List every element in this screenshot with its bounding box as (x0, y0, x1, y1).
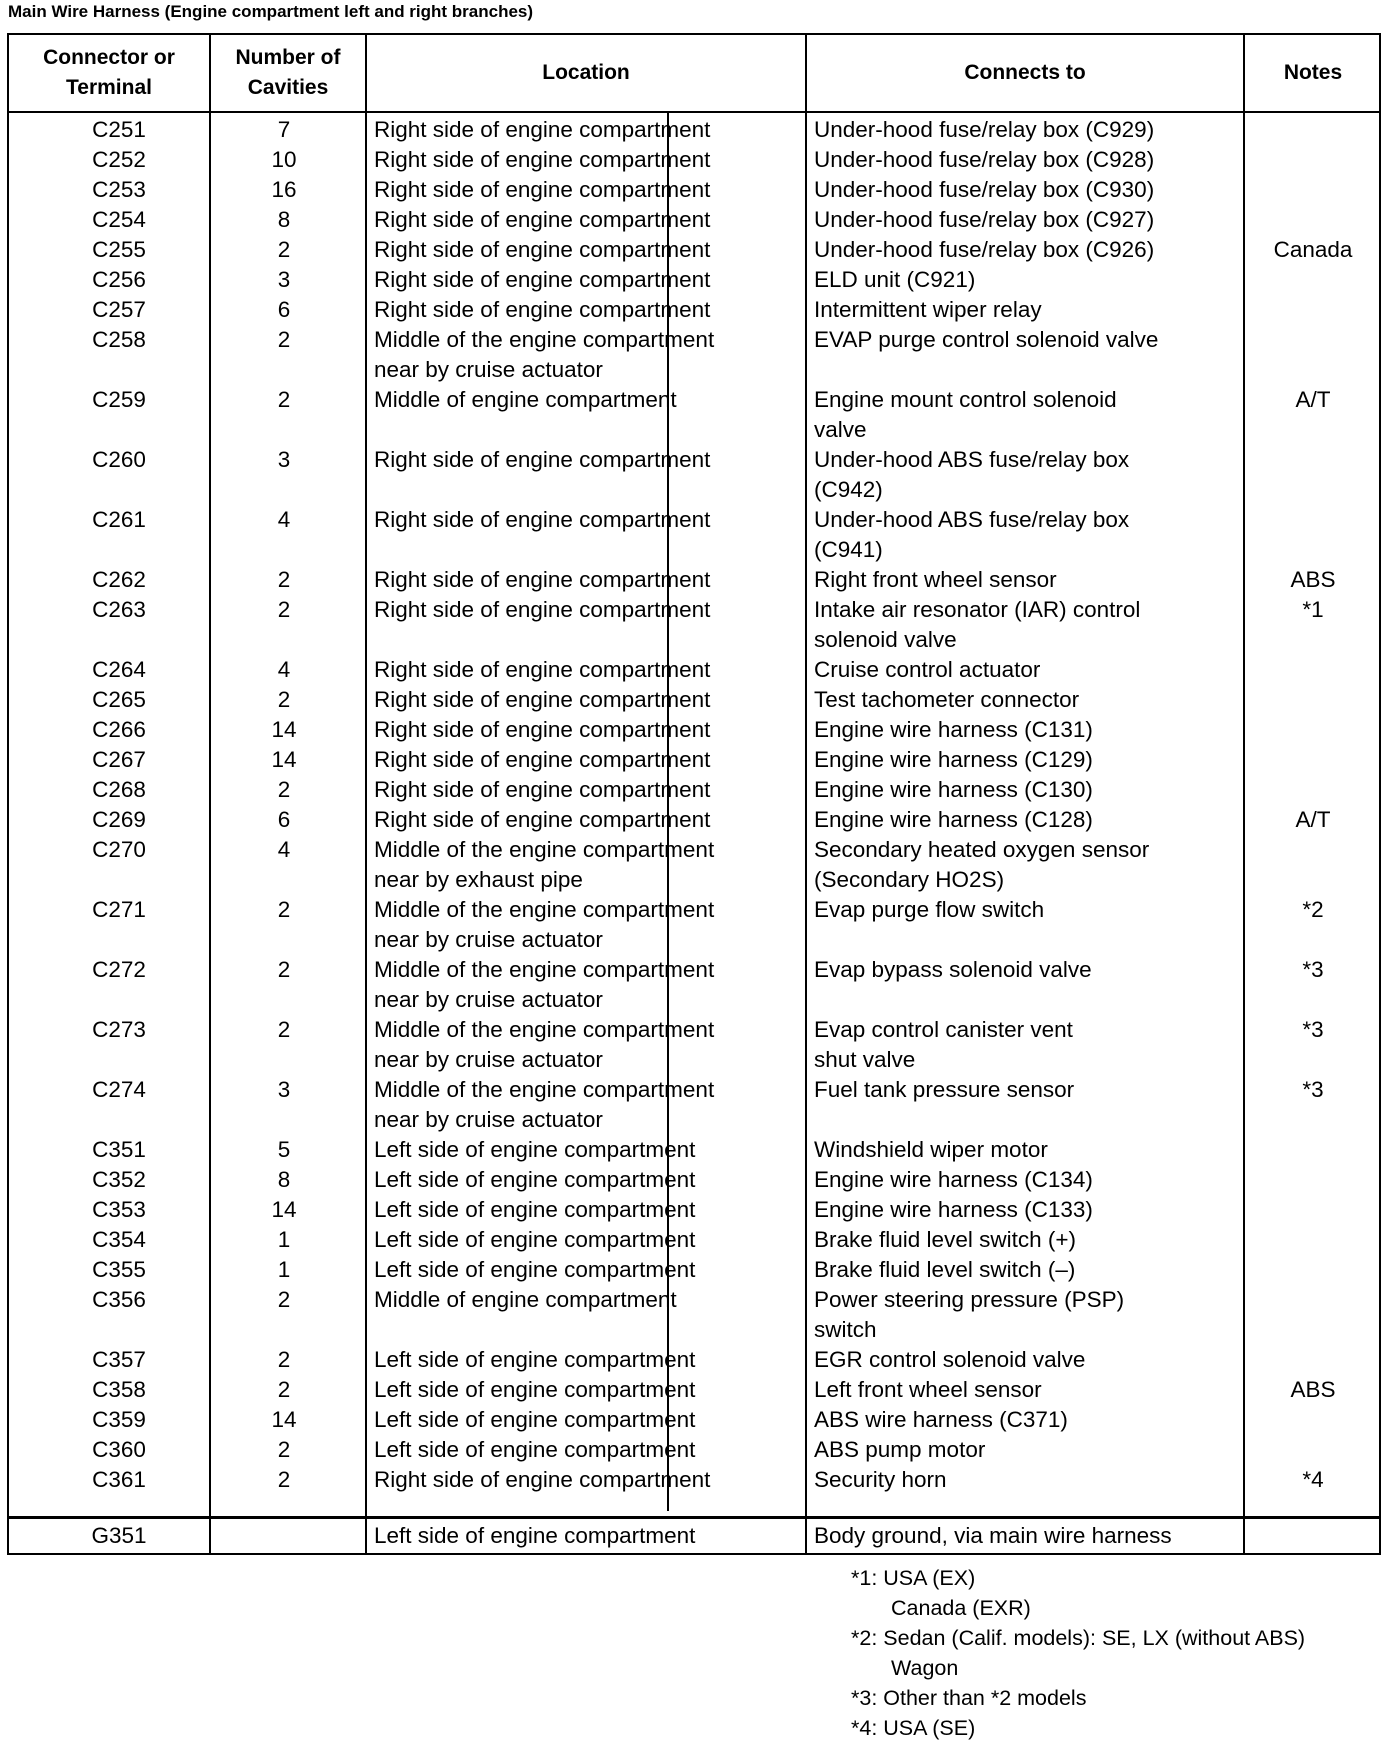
connects-to-line: (C942) (814, 477, 883, 502)
connector-cell: C361 (92, 1467, 146, 1492)
cavities-cell: 8 (277, 1167, 291, 1192)
location-line: Right side of engine compartment (374, 447, 711, 472)
location-cell (374, 775, 710, 805)
cavities-cell: 14 (271, 1407, 297, 1432)
location-line: Right side of engine compartment (374, 807, 711, 832)
connects-to-cell (814, 1195, 1093, 1225)
connects-to-line: Intermittent wiper relay (814, 297, 1042, 322)
connector-cell: C255 (92, 237, 146, 262)
location-cell (374, 1195, 695, 1225)
cavities-cell: 10 (271, 147, 297, 172)
connects-to-cell (814, 595, 1140, 655)
notes-cell: *4 (1302, 1467, 1324, 1492)
connector-cell: C355 (92, 1257, 146, 1282)
connects-to-line: Engine wire harness (C131) (814, 717, 1093, 742)
location-line: Right side of engine compartment (374, 777, 711, 802)
location-line: Right side of engine compartment (374, 507, 711, 532)
connects-to-cell (814, 745, 1093, 775)
table-row (9, 1225, 1379, 1255)
connector-cell: C265 (92, 687, 146, 712)
table-row (9, 595, 1379, 655)
connector-cell: C254 (92, 207, 146, 232)
connects-to-cell (814, 895, 1044, 925)
header-location: Location (542, 61, 630, 84)
location-cell (374, 1285, 677, 1315)
table-row (9, 1015, 1379, 1075)
location-line: near by cruise actuator (374, 927, 603, 952)
location-line: Left side of engine compartment (374, 1437, 696, 1462)
location-line: Middle of engine compartment (374, 1287, 677, 1312)
cavities-cell: 2 (277, 237, 291, 262)
location-line: Right side of engine compartment (374, 1467, 711, 1492)
connects-to-cell (814, 1135, 1048, 1165)
connects-to-cell (814, 1225, 1076, 1255)
connects-to-line: Under-hood fuse/relay box (C929) (814, 117, 1155, 142)
connects-to-line: Left front wheel sensor (814, 1377, 1042, 1402)
cavities-cell: 6 (277, 297, 291, 322)
connects-to-line: Test tachometer connector (814, 687, 1080, 712)
table-row (9, 805, 1379, 835)
cavities-cell: 14 (271, 1197, 297, 1222)
location-cell (374, 385, 677, 415)
connector-cell: C258 (92, 327, 146, 352)
location-cell (374, 325, 714, 385)
connects-to-cell (814, 445, 1129, 505)
connects-to-cell (814, 835, 1149, 895)
location-cell (374, 1255, 695, 1285)
connects-to-line: solenoid valve (814, 627, 957, 652)
connector-cell: C267 (92, 747, 146, 772)
connector-cell: C264 (92, 657, 146, 682)
table-row (9, 205, 1379, 235)
notes-cell: A/T (1295, 807, 1331, 832)
location-line: Left side of engine compartment (374, 1407, 696, 1432)
location-cell (374, 1165, 695, 1195)
connects-to-cell (814, 1075, 1074, 1105)
location-line: Middle of the engine compartment (374, 957, 715, 982)
connector-cell: C257 (92, 297, 146, 322)
location-cell (374, 1345, 695, 1375)
table-row (9, 1375, 1379, 1405)
location-line: Right side of engine compartment (374, 267, 711, 292)
cavities-cell: 4 (277, 657, 291, 682)
connects-to-cell (814, 1435, 985, 1465)
connector-cell: C274 (92, 1077, 146, 1102)
table-row (9, 1345, 1379, 1375)
location-cell (374, 895, 714, 955)
notes-cell: *3 (1302, 1077, 1324, 1102)
connects-to-line: Under-hood fuse/relay box (C930) (814, 177, 1155, 202)
location-cell (374, 835, 714, 895)
location-cell (374, 1075, 714, 1135)
location-cell (374, 265, 710, 295)
notes-cell: *2 (1302, 897, 1324, 922)
connects-to-line: switch (814, 1317, 877, 1342)
connects-to-line: Engine wire harness (C130) (814, 777, 1093, 802)
location-cell (374, 685, 710, 715)
location-cell (374, 745, 710, 775)
header-notes: Notes (1283, 61, 1343, 84)
connector-cell: C358 (92, 1377, 146, 1402)
connects-to-line: (Secondary HO2S) (814, 867, 1005, 892)
connects-to-line: Engine wire harness (C133) (814, 1197, 1093, 1222)
location-cell (374, 1375, 695, 1405)
table-row (9, 1075, 1379, 1135)
location-line: Right side of engine compartment (374, 717, 711, 742)
footnote-line: Wagon (891, 1656, 959, 1680)
connects-to-line: (C941) (814, 537, 883, 562)
table-row (9, 685, 1379, 715)
connector-cell: C262 (92, 567, 146, 592)
cavities-cell: 14 (271, 717, 297, 742)
connects-to-line: Engine mount control solenoid (814, 387, 1117, 412)
location-line: Left side of engine compartment (374, 1257, 696, 1282)
table-row (9, 1405, 1379, 1435)
location-line: Left side of engine compartment (374, 1347, 696, 1372)
connects-to-cell (814, 805, 1093, 835)
location-cell (374, 295, 710, 325)
location-line: near by cruise actuator (374, 1047, 603, 1072)
connects-to-cell (814, 1165, 1093, 1195)
connects-to-line: Intake air resonator (IAR) control (814, 597, 1141, 622)
connects-to-cell (814, 685, 1079, 715)
location-cell (374, 1405, 695, 1435)
location-line: near by cruise actuator (374, 987, 603, 1012)
cavities-cell: 2 (277, 1287, 291, 1312)
connects-to-cell (814, 565, 1057, 595)
table-row (9, 1195, 1379, 1225)
connector-table (7, 33, 1381, 1555)
table-row (9, 445, 1379, 505)
ground-connector-cell: G351 (91, 1523, 147, 1548)
connector-cell: C260 (92, 447, 146, 472)
table-row (9, 295, 1379, 325)
location-line: Right side of engine compartment (374, 297, 711, 322)
connects-to-cell (814, 1375, 1042, 1405)
notes-cell: ABS (1290, 1377, 1336, 1402)
location-cell (374, 595, 710, 625)
connector-cell: C273 (92, 1017, 146, 1042)
connector-cell: C263 (92, 597, 146, 622)
connects-to-cell (814, 265, 975, 295)
connects-to-cell (814, 1465, 947, 1495)
location-cell (374, 445, 710, 475)
cavities-cell: 4 (277, 507, 291, 532)
table-row (9, 1285, 1379, 1345)
connector-cell: C253 (92, 177, 146, 202)
connects-to-line: Evap purge flow switch (814, 897, 1045, 922)
cavities-cell: 2 (277, 957, 291, 982)
table-row (9, 115, 1379, 145)
location-line: Right side of engine compartment (374, 597, 711, 622)
connects-to-line: Under-hood ABS fuse/relay box (814, 507, 1130, 532)
location-cell (374, 715, 710, 745)
cavities-cell: 2 (277, 1437, 291, 1462)
connects-to-cell (814, 1285, 1124, 1345)
cavities-cell: 2 (277, 687, 291, 712)
location-cell (374, 655, 710, 685)
connects-to-line: ELD unit (C921) (814, 267, 976, 292)
location-cell (374, 955, 714, 1015)
connects-to-line: Under-hood fuse/relay box (C926) (814, 237, 1155, 262)
table-row (9, 1165, 1379, 1195)
connects-to-line: Secondary heated oxygen sensor (814, 837, 1150, 862)
cavities-cell: 3 (277, 1077, 291, 1102)
location-cell (374, 1225, 695, 1255)
footnote-line: *2: Sedan (Calif. models): SE, LX (without ABS) (851, 1626, 1306, 1650)
location-line: Middle of the engine compartment (374, 897, 715, 922)
location-line: Middle of the engine compartment (374, 327, 715, 352)
table-row (9, 325, 1379, 385)
footnotes (851, 1563, 1305, 1743)
location-line: Left side of engine compartment (374, 1167, 696, 1192)
cavities-cell: 4 (277, 837, 291, 862)
ground-location-cell: Left side of engine compartment (374, 1523, 696, 1548)
cavities-cell: 8 (277, 207, 291, 232)
connects-to-cell (814, 1345, 1085, 1375)
connects-to-line: Evap control canister vent (814, 1017, 1073, 1042)
connects-to-line: Brake fluid level switch (–) (814, 1257, 1076, 1282)
table-caption: Main Wire Harness (Engine compartment left and right branches) (8, 2, 534, 21)
connects-to-cell (814, 175, 1154, 205)
connects-to-line: valve (814, 417, 867, 442)
notes-cell: *3 (1302, 957, 1324, 982)
connector-cell: C356 (92, 1287, 146, 1312)
connects-to-cell (814, 715, 1093, 745)
table-row (9, 1255, 1379, 1285)
connector-cell: C271 (92, 897, 146, 922)
table-row (9, 745, 1379, 775)
connects-to-cell (814, 385, 1117, 445)
location-line: Middle of engine compartment (374, 387, 677, 412)
location-line: Right side of engine compartment (374, 117, 711, 142)
connector-cell: C261 (92, 507, 146, 532)
notes-cell: *3 (1302, 1017, 1324, 1042)
location-line: near by cruise actuator (374, 357, 603, 382)
location-line: Middle of the engine compartment (374, 1017, 715, 1042)
connects-to-cell (814, 1405, 1068, 1435)
connects-to-line: EVAP purge control solenoid valve (814, 327, 1159, 352)
connects-to-cell (814, 235, 1154, 265)
connector-cell: C266 (92, 717, 146, 742)
location-line: Middle of the engine compartment (374, 1077, 715, 1102)
notes-cell: Canada (1273, 237, 1353, 262)
table-row (9, 775, 1379, 805)
connects-to-line: Brake fluid level switch (+) (814, 1227, 1076, 1252)
connects-to-cell (814, 115, 1154, 145)
ground-connects-to-cell: Body ground, via main wire harness (814, 1523, 1172, 1548)
connects-to-line: Cruise control actuator (814, 657, 1041, 682)
header-cavities: Number of Cavities (235, 46, 341, 99)
connector-cell: C259 (92, 387, 146, 412)
table-row (9, 715, 1379, 745)
connects-to-cell (814, 775, 1093, 805)
location-line: Left side of engine compartment (374, 1137, 696, 1162)
location-cell (374, 115, 710, 145)
location-cell (374, 235, 710, 265)
table-row (9, 175, 1379, 205)
cavities-cell: 2 (277, 777, 291, 802)
table-row (9, 1435, 1379, 1465)
connects-to-cell (814, 295, 1042, 325)
location-line: Left side of engine compartment (374, 1197, 696, 1222)
cavities-cell: 2 (277, 1377, 291, 1402)
cavities-cell: 3 (277, 447, 291, 472)
location-line: Right side of engine compartment (374, 237, 711, 262)
cavities-cell: 3 (277, 267, 291, 292)
connects-to-line: Under-hood ABS fuse/relay box (814, 447, 1130, 472)
connector-cell: C270 (92, 837, 146, 862)
connector-cell: C252 (92, 147, 146, 172)
location-line: Right side of engine compartment (374, 567, 711, 592)
location-line: Right side of engine compartment (374, 207, 711, 232)
connector-cell: C351 (92, 1137, 146, 1162)
connects-to-line: Under-hood fuse/relay box (C927) (814, 207, 1155, 232)
connector-cell: C353 (92, 1197, 146, 1222)
table-row (9, 955, 1379, 1015)
location-cell (374, 1465, 710, 1495)
location-line: near by exhaust pipe (374, 867, 583, 892)
table-row (9, 1465, 1379, 1495)
cavities-cell: 2 (277, 567, 291, 592)
location-cell (374, 805, 710, 835)
location-cell (374, 205, 710, 235)
cavities-cell: 2 (277, 1347, 291, 1372)
cavities-cell: 2 (277, 597, 291, 622)
connects-to-line: Windshield wiper motor (814, 1137, 1048, 1162)
table-row (9, 895, 1379, 955)
footnote-line: *1: USA (EX) (851, 1566, 976, 1590)
connects-to-line: EGR control solenoid valve (814, 1347, 1086, 1372)
location-line: Middle of the engine compartment (374, 837, 715, 862)
location-cell (374, 175, 710, 205)
connects-to-line: Right front wheel sensor (814, 567, 1057, 592)
cavities-cell: 5 (277, 1137, 291, 1162)
connects-to-line: Engine wire harness (C128) (814, 807, 1093, 832)
header-connector: Connector or Terminal (43, 46, 175, 99)
location-cell (374, 505, 710, 535)
footnote-line: *4: USA (SE) (851, 1716, 976, 1740)
location-line: Right side of engine compartment (374, 747, 711, 772)
cavities-cell: 14 (271, 747, 297, 772)
connector-cell: C359 (92, 1407, 146, 1432)
cavities-cell: 6 (277, 807, 291, 832)
notes-cell: ABS (1290, 567, 1336, 592)
connector-cell: C256 (92, 267, 146, 292)
footnote-line: Canada (EXR) (891, 1596, 1031, 1620)
connects-to-cell (814, 955, 1092, 985)
location-cell (374, 1135, 695, 1165)
cavities-cell: 7 (277, 117, 291, 142)
table-row (9, 1135, 1379, 1165)
table-row (9, 145, 1379, 175)
table-row (9, 385, 1379, 445)
location-line: Right side of engine compartment (374, 177, 711, 202)
cavities-cell: 2 (277, 1467, 291, 1492)
table-row (9, 655, 1379, 685)
connects-to-cell (814, 655, 1040, 685)
table-row (9, 835, 1379, 895)
connects-to-line: Security horn (814, 1467, 947, 1492)
connector-cell: C360 (92, 1437, 146, 1462)
connector-cell: C352 (92, 1167, 146, 1192)
table-row (9, 505, 1379, 565)
cavities-cell: 2 (277, 1017, 291, 1042)
connects-to-cell (814, 1255, 1075, 1285)
connects-to-cell (814, 205, 1154, 235)
notes-cell: A/T (1295, 387, 1331, 412)
connector-cell: C357 (92, 1347, 146, 1372)
connects-to-line: shut valve (814, 1047, 916, 1072)
footnote-line: *3: Other than *2 models (851, 1686, 1087, 1710)
ground-row-divider (9, 1516, 1379, 1519)
connects-to-line: Under-hood fuse/relay box (C928) (814, 147, 1155, 172)
cavities-cell: 2 (277, 327, 291, 352)
connects-to-cell (814, 325, 1158, 355)
cavities-cell: 16 (271, 177, 297, 202)
connects-to-line: Engine wire harness (C129) (814, 747, 1093, 772)
connector-cell: C251 (92, 117, 146, 142)
connects-to-line: ABS wire harness (C371) (814, 1407, 1068, 1432)
connector-cell: C354 (92, 1227, 146, 1252)
connects-to-cell (814, 505, 1129, 565)
connects-to-line: Evap bypass solenoid valve (814, 957, 1092, 982)
connector-cell: C269 (92, 807, 146, 832)
connector-cell: C272 (92, 957, 146, 982)
connector-cell: C268 (92, 777, 146, 802)
ground-row (9, 1520, 1379, 1552)
location-line: Right side of engine compartment (374, 687, 711, 712)
location-cell (374, 145, 710, 175)
header-connects-to: Connects to (964, 61, 1086, 84)
cavities-cell: 2 (277, 387, 291, 412)
location-line: Right side of engine compartment (374, 147, 711, 172)
table-row (9, 565, 1379, 595)
location-line: Left side of engine compartment (374, 1377, 696, 1402)
notes-cell: *1 (1302, 597, 1324, 622)
location-line: Left side of engine compartment (374, 1227, 696, 1252)
cavities-cell: 1 (277, 1257, 291, 1282)
table-row (9, 235, 1379, 265)
cavities-cell: 1 (277, 1227, 291, 1252)
connects-to-cell (814, 1015, 1073, 1075)
location-line: Right side of engine compartment (374, 657, 711, 682)
location-line: near by cruise actuator (374, 1107, 603, 1132)
location-cell (374, 1015, 714, 1075)
header-divider (9, 111, 1379, 113)
connects-to-line: ABS pump motor (814, 1437, 986, 1462)
location-cell (374, 1435, 695, 1465)
connects-to-line: Engine wire harness (C134) (814, 1167, 1093, 1192)
location-cell (374, 565, 710, 595)
connects-to-cell (814, 145, 1154, 175)
connects-to-line: Fuel tank pressure sensor (814, 1077, 1075, 1102)
connects-to-line: Power steering pressure (PSP) (814, 1287, 1125, 1312)
table-row (9, 265, 1379, 295)
cavities-cell: 2 (277, 897, 291, 922)
